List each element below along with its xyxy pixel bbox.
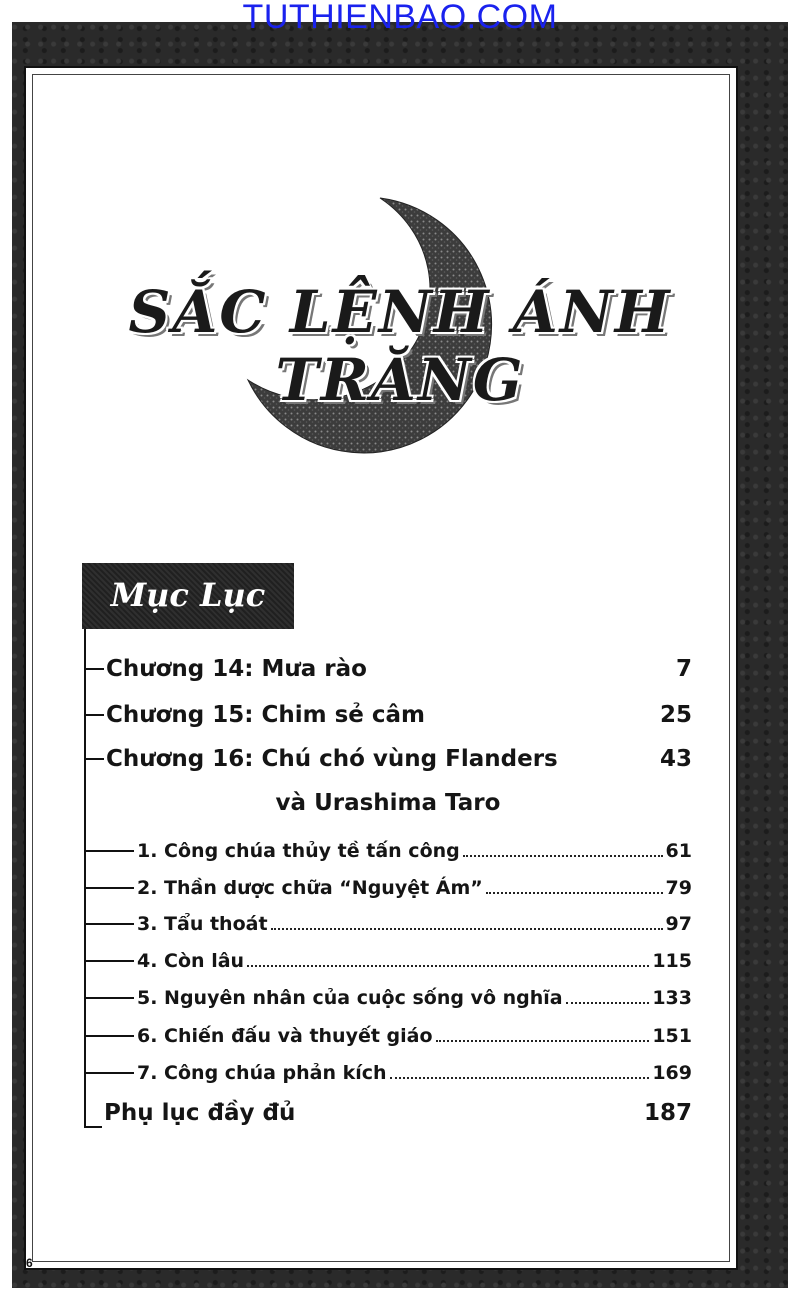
toc-heading: Mục Lục: [110, 576, 266, 614]
dot-leader: [566, 1002, 650, 1004]
page-number: 6: [26, 1256, 33, 1270]
section-title: 6. Chiến đấu và thuyết giáo: [137, 1025, 433, 1047]
toc-section-row[interactable]: [84, 877, 692, 899]
tree-branch: [84, 887, 134, 889]
dot-leader: [390, 1077, 650, 1079]
section-title: 7. Công chúa phản kích: [137, 1062, 387, 1084]
section-page: 115: [652, 950, 692, 972]
appendix-title: Phụ lục đầy đủ: [104, 1100, 296, 1126]
chapter-title-continuation: và Urashima Taro: [275, 790, 501, 816]
toc-section-row[interactable]: [84, 840, 692, 862]
tree-branch: [84, 923, 134, 925]
tree-branch: [84, 960, 134, 962]
dot-leader: [271, 928, 663, 930]
tree-branch: [84, 1035, 134, 1037]
section-page: 79: [665, 877, 692, 899]
chapter-title: Chương 14: Mưa rào: [106, 656, 367, 682]
section-title: 4. Còn lâu: [137, 950, 245, 972]
tree-branch: [84, 668, 104, 670]
toc-section-row[interactable]: [84, 1062, 692, 1084]
chapter-page: 7: [675, 656, 692, 682]
tree-branch: [84, 850, 134, 852]
toc-section-row[interactable]: [84, 913, 692, 935]
toc-section-row[interactable]: [84, 987, 692, 1009]
tree-branch: [84, 1072, 134, 1074]
chapter-title: Chương 15: Chim sẻ câm: [106, 702, 426, 728]
chapter-page: 25: [659, 702, 692, 728]
section-title: 3. Tẩu thoát: [137, 913, 268, 935]
toc-chapter-row[interactable]: [84, 746, 692, 772]
dot-leader: [436, 1040, 650, 1042]
toc-section-row[interactable]: [84, 1025, 692, 1047]
section-title: 5. Nguyên nhân của cuộc sống vô nghĩa: [137, 987, 563, 1009]
toc-heading-box: [82, 563, 294, 629]
book-title: SẮC LỆNH ÁNH TRĂNG: [128, 278, 672, 414]
watermark[interactable]: TUTHIENBAO.COM: [242, 0, 558, 36]
chapter-title: Chương 16: Chú chó vùng Flanders: [106, 746, 558, 772]
section-page: 61: [665, 840, 692, 862]
tree-branch: [84, 714, 104, 716]
section-page: 169: [652, 1062, 692, 1084]
appendix-page: 187: [643, 1100, 692, 1126]
dot-leader: [247, 965, 649, 967]
section-title: 1. Công chúa thủy tề tấn công: [137, 840, 460, 862]
section-page: 133: [652, 987, 692, 1009]
dot-leader: [463, 855, 663, 857]
section-title: 2. Thần dược chữa “Nguyệt Ám”: [137, 877, 483, 899]
tree-branch: [84, 997, 134, 999]
section-page: 151: [652, 1025, 692, 1047]
toc-section-row[interactable]: [84, 950, 692, 972]
tree-branch: [84, 758, 104, 760]
section-page: 97: [665, 913, 692, 935]
dot-leader: [486, 892, 663, 894]
chapter-page: 43: [659, 746, 692, 772]
toc-chapter-row[interactable]: [84, 702, 692, 728]
toc-chapter-row[interactable]: [84, 656, 692, 682]
toc-appendix-row[interactable]: [84, 1100, 692, 1126]
